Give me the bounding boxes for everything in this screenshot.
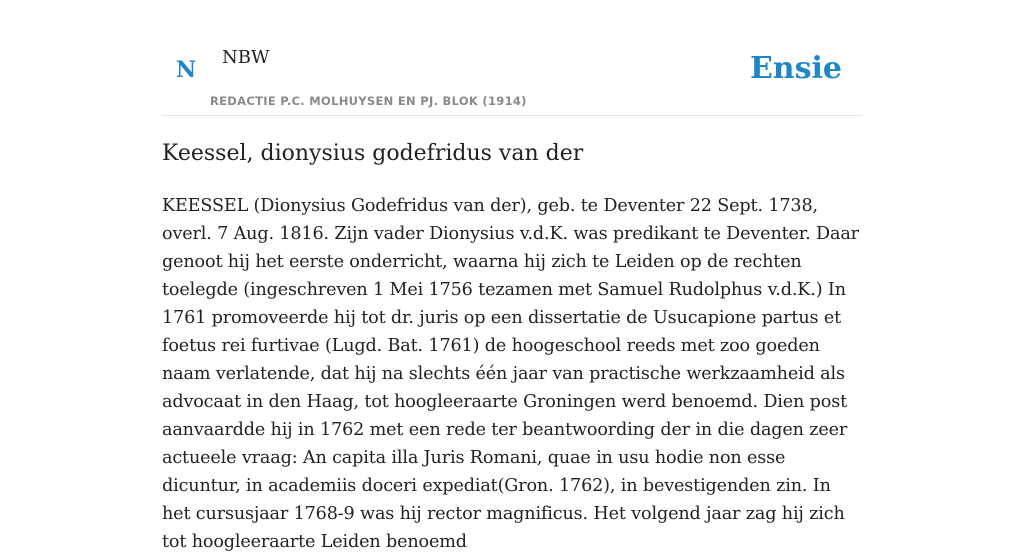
source-logo-icon[interactable]: N [176,57,197,83]
ensie-logo-link[interactable]: Ensie [749,51,842,86]
header [162,0,862,116]
source-name[interactable]: NBW [222,47,270,68]
article-body: KEESSEL (Dionysius Godefridus van der), geb. te Deventer 22 Sept. 1738, overl. 7 Aug. 1816. Zijn vader Dionysius v.d.K. was predikant te Deventer. Daar genoot hij het eerste onderricht, waarna hij zich te Leiden op de rechten toelegde (ingeschreven 1 Mei 1756 tezamen met Samuel Rudolphus v.d.K.) In 1761 promoveerde hij tot dr. juris op een dissertatie de Usucapione partus et foetus rei furtivae (Lugd. Bat. 1761) de hoogeschool reeds met zoo goeden naam verlatende, dat hij na slechts één jaar van practische werkzaamheid als advocaat in den Haag, tot hoogleeraarte Groningen werd benoemd. Dien post aanvaardde hij in 1762 met een rede ter beantwoording der in die dagen zeer actueele vraag: An capita illa Juris Romani, quae in usu hodie non esse dicuntur, in academiis doceri expediat(Gron. 1762), in bevestigenden zin. In het cursusjaar 1768-9 was hij rector magnificus. Het volgend jaar zag hij zich tot hoogleeraarte Leiden benoemd [162,196,859,552]
article-title: Keessel, dionysius godefridus van der [162,141,584,166]
source-subtitle: REDACTIE P.C. MOLHUYSEN EN PJ. BLOK (1914) [210,94,527,108]
